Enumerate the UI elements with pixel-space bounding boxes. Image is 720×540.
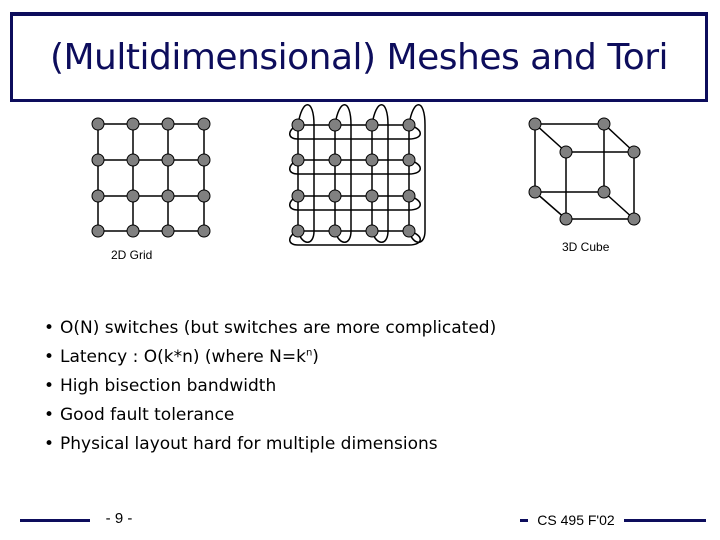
network-node <box>292 154 304 166</box>
network-node <box>598 118 610 130</box>
network-node <box>366 119 378 131</box>
bullet-text-suffix: ) <box>312 347 319 367</box>
bullet-text: High bisection bandwidth <box>60 376 277 396</box>
bullet-marker: • <box>44 347 55 367</box>
network-node <box>162 118 174 130</box>
bullet-text: Physical layout hard for multiple dimensions <box>60 434 438 454</box>
wrap-link-horizontal <box>290 125 421 139</box>
page-number: - 9 - <box>90 510 148 527</box>
network-node <box>403 225 415 237</box>
bullet-marker: • <box>44 318 55 338</box>
network-node <box>329 119 341 131</box>
network-node <box>162 190 174 202</box>
network-node <box>127 154 139 166</box>
bullet-list <box>44 314 496 459</box>
wrap-link-horizontal <box>290 160 421 174</box>
network-node <box>127 225 139 237</box>
network-node <box>366 154 378 166</box>
network-node <box>292 225 304 237</box>
network-node <box>403 119 415 131</box>
network-node <box>403 154 415 166</box>
bullet-marker: • <box>44 434 55 454</box>
bullet-text-prefix: Latency : O(k*n) (where N=k <box>60 347 306 367</box>
network-node <box>529 186 541 198</box>
bullet-item <box>44 314 496 343</box>
network-node <box>366 225 378 237</box>
network-node <box>329 225 341 237</box>
network-node <box>127 190 139 202</box>
network-node <box>92 154 104 166</box>
network-node <box>92 190 104 202</box>
network-node <box>403 190 415 202</box>
network-node <box>127 118 139 130</box>
bullet-text-superscript: n <box>305 347 313 359</box>
network-node <box>162 225 174 237</box>
network-node <box>92 118 104 130</box>
wrap-link-horizontal <box>290 231 421 245</box>
bullet-marker: • <box>44 376 55 396</box>
network-node <box>198 225 210 237</box>
network-node <box>329 190 341 202</box>
network-node <box>292 119 304 131</box>
network-node <box>162 154 174 166</box>
network-node <box>292 190 304 202</box>
network-node <box>198 154 210 166</box>
course-label: CS 495 F'02 <box>528 512 624 528</box>
torus-2d-diagram <box>290 105 425 245</box>
network-node <box>628 213 640 225</box>
wrap-link-horizontal <box>290 196 421 210</box>
network-node <box>598 186 610 198</box>
network-node <box>529 118 541 130</box>
network-node <box>198 118 210 130</box>
slide-title: (Multidimensional) Meshes and Tori <box>49 37 669 78</box>
bullet-item <box>44 343 496 372</box>
bullet-item <box>44 430 496 459</box>
network-node <box>329 154 341 166</box>
bullet-text: Good fault tolerance <box>60 405 235 425</box>
bullet-marker: • <box>44 405 55 425</box>
bullet-text: O(N) switches (but switches are more complicated) <box>60 318 497 338</box>
grid-2d-diagram <box>92 118 210 237</box>
grid-caption: 2D Grid <box>111 248 153 262</box>
network-node <box>198 190 210 202</box>
network-node <box>92 225 104 237</box>
bullet-item <box>44 401 496 430</box>
cube-caption: 3D Cube <box>562 240 610 254</box>
bullet-item <box>44 372 496 401</box>
network-node <box>366 190 378 202</box>
network-node <box>560 146 572 158</box>
network-node <box>560 213 572 225</box>
cube-3d-diagram <box>529 118 640 225</box>
network-node <box>628 146 640 158</box>
